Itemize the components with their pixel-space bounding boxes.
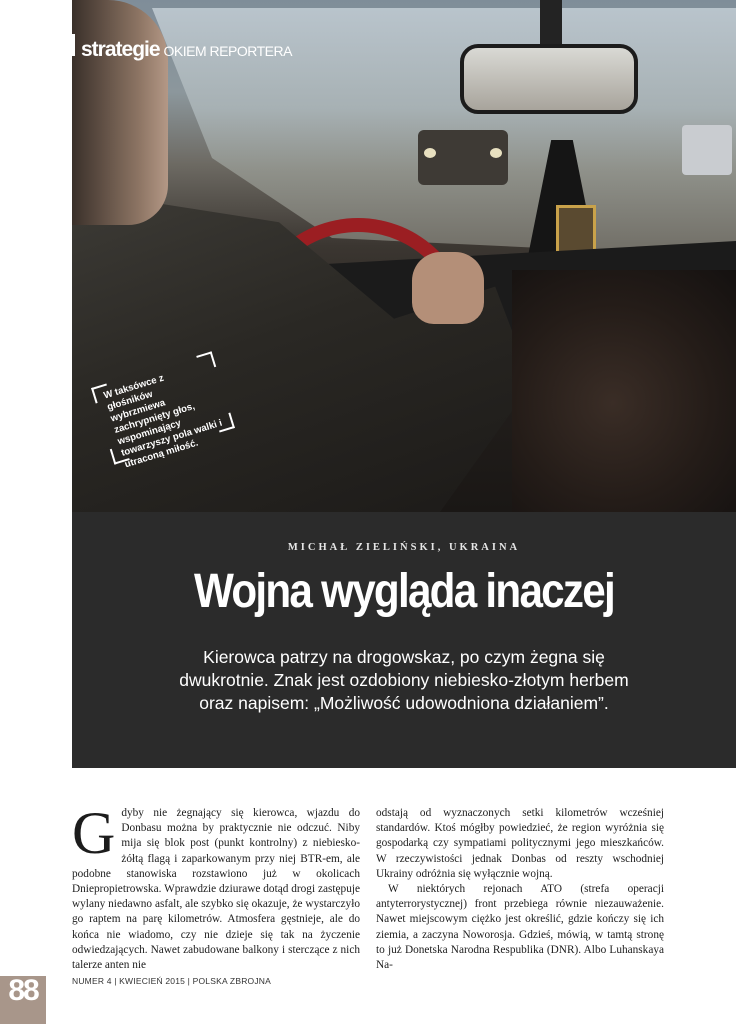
- driver-hand: [412, 252, 484, 324]
- page-number: 88: [8, 974, 38, 1007]
- passenger-silhouette: [512, 270, 736, 512]
- section-subtitle: OKIEM REPORTERA: [163, 43, 292, 59]
- section-name: strategie: [81, 38, 160, 61]
- oncoming-car: [418, 130, 508, 185]
- lead-paragraph: Kierowca patrzy na drogowskaz, po czym żegna się dwukrotnie. Znak jest ozdobiony niebiesko-złotym herbem oraz napisem: „Możliwość udowodniona działaniem”.: [179, 647, 629, 713]
- drop-cap: G: [72, 800, 116, 866]
- van: [682, 125, 732, 175]
- byline: MICHAŁ ZIELIŃSKI, UKRAINA: [287, 542, 521, 553]
- body-paragraph: W niektórych rejonach ATO (strefa operacji antyterrorystycznej) front przebiega równie niezauważenie. Nawet miejscowym ciężko jest określić, gdzie kończy się ich ziemia, a zaczyna Noworosja. Gdzieś, mówią, w tamtą stronę to już Donetska Narodna Respublika (DNR). Albo Luhanskaya Na-: [376, 883, 664, 972]
- issue-info: NUMER 4 | KWIECIEŃ 2015 | POLSKA ZBROJNA: [72, 976, 271, 986]
- section-bar: [72, 34, 75, 56]
- body-paragraph: odstają od wyznaczonych setki kilometrów wcześniej standardów. Ktoś mógłby powiedzieć, że region wyróżnia się gospodarką czy sympatiami politycznymi jego mieszkańców. W rzeczywistości jednak Donbas od reszty wschodniej Ukrainy odróżnia się wyłącznie wojną.: [376, 807, 664, 880]
- headlight-right: [490, 148, 502, 158]
- headline: Wojna wygląda inaczej: [193, 565, 614, 618]
- body-paragraph: dyby nie żegnający się kierowca, wjazdu do Donbasu można by praktycznie nie odczuć. Niby mija się blok post (punkt kontrolny) z niebiesko-żółtą flagą i zaparkowanym przy niej BTR-em, ale podobne stanowiska rozstawiono już w okolicach Dniepropietrowska. Wprawdzie dziurawe dotąd drogi zastępuje wylany niedawno asfalt, ale szybko się okazuje, że wystarczyło go raptem na parę kilometrów. Atmosfera gęstnieje, ale do końca nie wiadomo, czy nie dzieje się tak na życzenie odwiedzających. Nawet zabudowane balkony i sterczące z nich talerze anten nie: [72, 807, 360, 972]
- rearview-mirror: [460, 44, 638, 114]
- body-column-1: [72, 800, 360, 973]
- section-header: [72, 34, 292, 60]
- headlight-left: [424, 148, 436, 158]
- title-block: [72, 512, 736, 768]
- photo-caption-text: W taksówce z głośników wybrzmiewa zachrypnięty głos, wspominający towarzyszy pola walki i utraconą miłość.: [102, 372, 224, 471]
- mirror-mount: [540, 0, 562, 48]
- body-column-2: [376, 806, 664, 973]
